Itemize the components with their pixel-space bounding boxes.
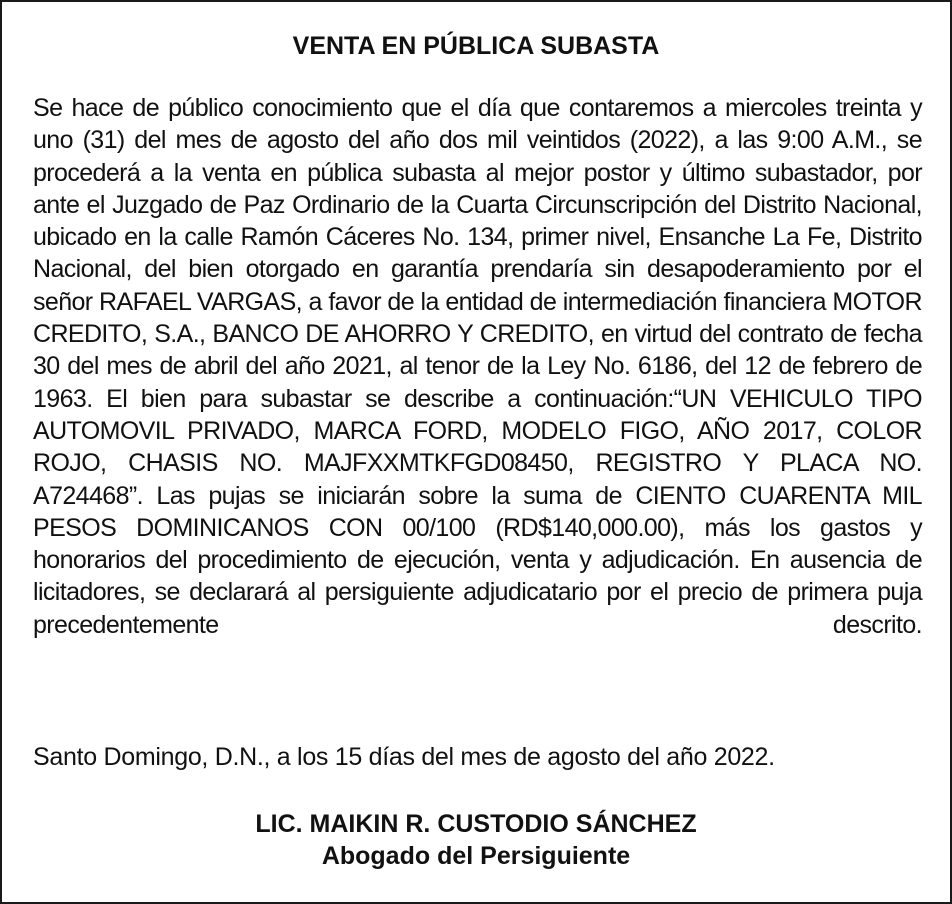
notice-body: Se hace de público conocimiento que el día que contaremos a miercoles treinta y uno (31) del mes de agosto del año dos mil veintidos (2022), a las 9:00 A.M., se procederá a la venta en pública subasta al mejor postor y último subastador, por ante el Juzgado de Paz Ordinario de la Cuarta Circunscripción del Distrito Nacional, ubicado en la calle Ramón Cáceres No. 134, primer nivel, Ensanche La Fe, Distrito Nacional, del bien otorgado en garantía prendaría sin desapoderamiento por el señor RAFAEL VARGAS, a favor de la entidad de intermediación financiera MOTOR CREDITO, S.A., BANCO DE AHORRO Y CREDITO, en virtud del contrato de fecha 30 del mes de abril del año 2021, al tenor de la Ley No. 6186, del 12 de febrero de 1963. El bien para subastar se describe a continuación:“UN VEHICULO TIPO AUTOMOVIL PRIVADO, MARCA FORD, MODELO FIGO, AÑO 2017, COLOR ROJO, CHASIS NO. MAJFXXMTKFGD08450, REGISTRO Y PLACA NO. A724468”. Las pujas se iniciarán sobre la suma de CIENTO CUARENTA MIL PESOS DOMINICANOS CON 00/100 (RD$140,000.00), más los gastos y honorarios del procedimiento de ejecución, venta y adjudicación. En ausencia de licitadores, se declarará al persiguiente adjudicatario por el precio de primera puja precedentemente descrito.	[33, 94, 922, 639]
signature-block	[2, 808, 950, 872]
notice-title: VENTA EN PÚBLICA SUBASTA	[292, 32, 660, 60]
signature-name: LIC. MAIKIN R. CUSTODIO SÁNCHEZ	[255, 810, 697, 838]
notice-date-line: Santo Domingo, D.N., a los 15 días del mes de agosto del año 2022.	[33, 743, 775, 771]
signature-role: Abogado del Persiguiente	[321, 842, 631, 870]
